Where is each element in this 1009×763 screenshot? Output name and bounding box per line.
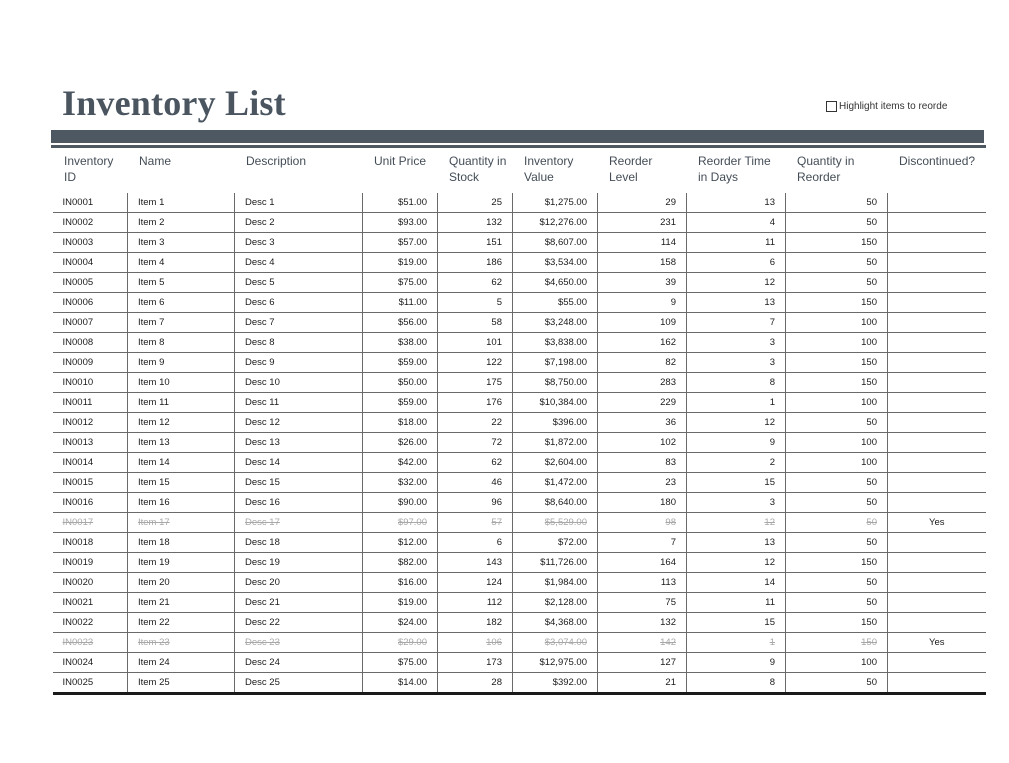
cell-reorder-level[interactable]: 9 (598, 293, 687, 313)
cell-reorder-level[interactable]: 29 (598, 193, 687, 213)
column-header-reorder-level[interactable]: Reorder Level (598, 147, 687, 194)
cell-reorder-time[interactable]: 3 (687, 333, 786, 353)
cell-reorder-time[interactable]: 12 (687, 553, 786, 573)
cell-quantity-in-stock[interactable]: 62 (438, 273, 513, 293)
table-row (53, 473, 986, 493)
cell-unit-price[interactable]: $32.00 (363, 473, 438, 493)
cell-inventory-value[interactable]: $72.00 (513, 533, 598, 553)
cell-quantity-in-stock[interactable]: 173 (438, 653, 513, 673)
cell-description[interactable]: Desc 9 (235, 353, 363, 373)
cell-inventory-value[interactable]: $8,607.00 (513, 233, 598, 253)
table-row (53, 213, 986, 233)
cell-discontinued[interactable] (888, 533, 986, 553)
cell-inventory-id[interactable]: IN0011 (53, 393, 128, 413)
cell-description[interactable]: Desc 3 (235, 233, 363, 253)
cell-quantity-in-reorder[interactable]: 100 (786, 653, 888, 673)
cell-quantity-in-stock[interactable]: 132 (438, 213, 513, 233)
cell-reorder-level[interactable]: 229 (598, 393, 687, 413)
cell-inventory-id[interactable]: IN0012 (53, 413, 128, 433)
cell-name[interactable]: Item 11 (128, 393, 235, 413)
cell-quantity-in-stock[interactable]: 5 (438, 293, 513, 313)
cell-name[interactable]: Item 16 (128, 493, 235, 513)
table-row (53, 493, 986, 513)
cell-description[interactable]: Desc 6 (235, 293, 363, 313)
table-header-row (53, 147, 986, 194)
cell-discontinued[interactable] (888, 573, 986, 593)
cell-reorder-level[interactable]: 132 (598, 613, 687, 633)
cell-discontinued[interactable] (888, 373, 986, 393)
cell-inventory-value[interactable]: $8,640.00 (513, 493, 598, 513)
cell-reorder-level[interactable]: 231 (598, 213, 687, 233)
table-row (53, 533, 986, 553)
column-header-inventory-value[interactable]: Inventory Value (513, 147, 598, 194)
cell-unit-price[interactable]: $56.00 (363, 313, 438, 333)
cell-unit-price[interactable]: $82.00 (363, 553, 438, 573)
cell-quantity-in-stock[interactable]: 151 (438, 233, 513, 253)
cell-reorder-time[interactable]: 1 (687, 633, 786, 653)
cell-inventory-value[interactable]: $8,750.00 (513, 373, 598, 393)
cell-reorder-time[interactable]: 15 (687, 473, 786, 493)
cell-discontinued[interactable] (888, 253, 986, 273)
cell-unit-price[interactable]: $51.00 (363, 193, 438, 213)
cell-inventory-id[interactable]: IN0020 (53, 573, 128, 593)
cell-reorder-level[interactable]: 36 (598, 413, 687, 433)
cell-quantity-in-stock[interactable]: 25 (438, 193, 513, 213)
cell-reorder-time[interactable]: 12 (687, 273, 786, 293)
cell-discontinued[interactable] (888, 233, 986, 253)
cell-unit-price[interactable]: $18.00 (363, 413, 438, 433)
cell-name[interactable]: Item 18 (128, 533, 235, 553)
cell-name[interactable]: Item 25 (128, 673, 235, 694)
cell-quantity-in-stock[interactable]: 58 (438, 313, 513, 333)
cell-inventory-value[interactable]: $2,128.00 (513, 593, 598, 613)
cell-quantity-in-stock[interactable]: 57 (438, 513, 513, 533)
cell-reorder-level[interactable]: 109 (598, 313, 687, 333)
cell-inventory-id[interactable]: IN0007 (53, 313, 128, 333)
cell-reorder-level[interactable]: 180 (598, 493, 687, 513)
cell-unit-price[interactable]: $59.00 (363, 393, 438, 413)
cell-quantity-in-reorder[interactable]: 50 (786, 213, 888, 233)
cell-inventory-value[interactable]: $10,384.00 (513, 393, 598, 413)
cell-reorder-time[interactable]: 7 (687, 313, 786, 333)
cell-reorder-time[interactable]: 9 (687, 433, 786, 453)
cell-unit-price[interactable]: $11.00 (363, 293, 438, 313)
cell-reorder-time[interactable]: 6 (687, 253, 786, 273)
cell-description[interactable]: Desc 1 (235, 193, 363, 213)
cell-inventory-value[interactable]: $396.00 (513, 413, 598, 433)
cell-discontinued[interactable] (888, 653, 986, 673)
cell-name[interactable]: Item 22 (128, 613, 235, 633)
column-header-name[interactable]: Name (128, 147, 235, 194)
cell-inventory-id[interactable]: IN0024 (53, 653, 128, 673)
column-header-quantity-in-reorder[interactable]: Quantity in Reorder (786, 147, 888, 194)
cell-description[interactable]: Desc 12 (235, 413, 363, 433)
cell-quantity-in-reorder[interactable]: 50 (786, 253, 888, 273)
cell-inventory-id[interactable]: IN0025 (53, 673, 128, 694)
header-bar (51, 130, 984, 143)
table-row (53, 633, 986, 653)
cell-quantity-in-reorder[interactable]: 150 (786, 373, 888, 393)
cell-quantity-in-reorder[interactable]: 150 (786, 233, 888, 253)
cell-reorder-time[interactable]: 12 (687, 413, 786, 433)
cell-reorder-level[interactable]: 283 (598, 373, 687, 393)
cell-unit-price[interactable]: $16.00 (363, 573, 438, 593)
cell-unit-price[interactable]: $38.00 (363, 333, 438, 353)
cell-discontinued[interactable] (888, 453, 986, 473)
cell-quantity-in-reorder[interactable]: 50 (786, 413, 888, 433)
cell-quantity-in-reorder[interactable]: 50 (786, 473, 888, 493)
cell-discontinued[interactable] (888, 593, 986, 613)
cell-description[interactable]: Desc 7 (235, 313, 363, 333)
cell-name[interactable]: Item 23 (128, 633, 235, 653)
cell-discontinued[interactable] (888, 333, 986, 353)
cell-reorder-level[interactable]: 23 (598, 473, 687, 493)
cell-unit-price[interactable]: $14.00 (363, 673, 438, 694)
cell-name[interactable]: Item 21 (128, 593, 235, 613)
cell-quantity-in-reorder[interactable]: 50 (786, 573, 888, 593)
cell-reorder-time[interactable]: 11 (687, 593, 786, 613)
cell-inventory-id[interactable]: IN0018 (53, 533, 128, 553)
table-row (53, 273, 986, 293)
column-header-description[interactable]: Description (235, 147, 363, 194)
cell-reorder-level[interactable]: 39 (598, 273, 687, 293)
cell-reorder-level[interactable]: 162 (598, 333, 687, 353)
cell-reorder-time[interactable]: 13 (687, 193, 786, 213)
cell-quantity-in-reorder[interactable]: 50 (786, 673, 888, 694)
column-header-discontinued[interactable]: Discontinued? (888, 147, 986, 194)
cell-description[interactable]: Desc 15 (235, 473, 363, 493)
cell-reorder-level[interactable]: 158 (598, 253, 687, 273)
cell-reorder-time[interactable]: 3 (687, 353, 786, 373)
cell-quantity-in-reorder[interactable]: 150 (786, 633, 888, 653)
cell-description[interactable]: Desc 21 (235, 593, 363, 613)
table-row (53, 393, 986, 413)
cell-quantity-in-reorder[interactable]: 100 (786, 453, 888, 473)
cell-name[interactable]: Item 3 (128, 233, 235, 253)
column-header-unit-price[interactable]: Unit Price (363, 147, 438, 194)
table-row (53, 253, 986, 273)
table-row (53, 293, 986, 313)
cell-quantity-in-reorder[interactable]: 50 (786, 593, 888, 613)
cell-quantity-in-stock[interactable]: 122 (438, 353, 513, 373)
cell-inventory-id[interactable]: IN0021 (53, 593, 128, 613)
table-row (53, 613, 986, 633)
table-row (53, 593, 986, 613)
cell-quantity-in-stock[interactable]: 62 (438, 453, 513, 473)
cell-quantity-in-reorder[interactable]: 100 (786, 313, 888, 333)
cell-reorder-time[interactable]: 1 (687, 393, 786, 413)
cell-description[interactable]: Desc 11 (235, 393, 363, 413)
cell-discontinued[interactable] (888, 473, 986, 493)
cell-unit-price[interactable]: $19.00 (363, 593, 438, 613)
cell-quantity-in-stock[interactable]: 124 (438, 573, 513, 593)
cell-reorder-level[interactable]: 98 (598, 513, 687, 533)
cell-quantity-in-reorder[interactable]: 150 (786, 293, 888, 313)
cell-reorder-time[interactable]: 2 (687, 453, 786, 473)
cell-unit-price[interactable]: $50.00 (363, 373, 438, 393)
cell-description[interactable]: Desc 25 (235, 673, 363, 694)
cell-reorder-level[interactable]: 82 (598, 353, 687, 373)
cell-name[interactable]: Item 2 (128, 213, 235, 233)
cell-inventory-id[interactable]: IN0023 (53, 633, 128, 653)
page-title: Inventory List (62, 83, 286, 123)
cell-discontinued[interactable] (888, 673, 986, 694)
cell-unit-price[interactable]: $93.00 (363, 213, 438, 233)
cell-name[interactable]: Item 10 (128, 373, 235, 393)
cell-inventory-id[interactable]: IN0016 (53, 493, 128, 513)
cell-quantity-in-stock[interactable]: 28 (438, 673, 513, 694)
column-header-quantity-in-stock[interactable]: Quantity in Stock (438, 147, 513, 194)
cell-inventory-value[interactable]: $55.00 (513, 293, 598, 313)
cell-inventory-value[interactable]: $392.00 (513, 673, 598, 694)
cell-description[interactable]: Desc 4 (235, 253, 363, 273)
table-row (53, 453, 986, 473)
highlight-reorder-toggle[interactable] (826, 101, 956, 112)
cell-reorder-time[interactable]: 9 (687, 653, 786, 673)
cell-inventory-value[interactable]: $4,368.00 (513, 613, 598, 633)
table-row (53, 333, 986, 353)
table-row (53, 313, 986, 333)
cell-description[interactable]: Desc 17 (235, 513, 363, 533)
cell-inventory-id[interactable]: IN0022 (53, 613, 128, 633)
cell-name[interactable]: Item 15 (128, 473, 235, 493)
table-row (53, 513, 986, 533)
cell-description[interactable]: Desc 18 (235, 533, 363, 553)
cell-quantity-in-reorder[interactable]: 150 (786, 553, 888, 573)
cell-discontinued[interactable] (888, 613, 986, 633)
cell-discontinued[interactable] (888, 433, 986, 453)
cell-reorder-level[interactable]: 7 (598, 533, 687, 553)
cell-quantity-in-stock[interactable]: 186 (438, 253, 513, 273)
cell-inventory-id[interactable]: IN0017 (53, 513, 128, 533)
cell-reorder-level[interactable]: 114 (598, 233, 687, 253)
cell-inventory-id[interactable]: IN0005 (53, 273, 128, 293)
cell-reorder-time[interactable]: 4 (687, 213, 786, 233)
cell-quantity-in-reorder[interactable]: 100 (786, 393, 888, 413)
cell-discontinued[interactable] (888, 273, 986, 293)
cell-quantity-in-reorder[interactable]: 50 (786, 533, 888, 553)
cell-inventory-value[interactable]: $1,872.00 (513, 433, 598, 453)
cell-name[interactable]: Item 20 (128, 573, 235, 593)
table-row (53, 373, 986, 393)
cell-description[interactable]: Desc 16 (235, 493, 363, 513)
cell-unit-price[interactable]: $59.00 (363, 353, 438, 373)
cell-reorder-time[interactable]: 11 (687, 233, 786, 253)
cell-inventory-value[interactable]: $3,534.00 (513, 253, 598, 273)
cell-inventory-id[interactable]: IN0006 (53, 293, 128, 313)
cell-discontinued[interactable] (888, 413, 986, 433)
cell-description[interactable]: Desc 8 (235, 333, 363, 353)
table-row (53, 573, 986, 593)
cell-unit-price[interactable]: $42.00 (363, 453, 438, 473)
cell-reorder-time[interactable]: 3 (687, 493, 786, 513)
cell-inventory-value[interactable]: $3,838.00 (513, 333, 598, 353)
cell-name[interactable]: Item 5 (128, 273, 235, 293)
cell-name[interactable]: Item 14 (128, 453, 235, 473)
cell-inventory-value[interactable]: $3,248.00 (513, 313, 598, 333)
cell-discontinued[interactable] (888, 313, 986, 333)
cell-discontinued[interactable] (888, 353, 986, 373)
cell-quantity-in-reorder[interactable]: 50 (786, 513, 888, 533)
cell-discontinued[interactable] (888, 393, 986, 413)
cell-name[interactable]: Item 24 (128, 653, 235, 673)
cell-quantity-in-reorder[interactable]: 150 (786, 353, 888, 373)
cell-unit-price[interactable]: $26.00 (363, 433, 438, 453)
cell-reorder-time[interactable]: 8 (687, 373, 786, 393)
cell-reorder-time[interactable]: 15 (687, 613, 786, 633)
cell-quantity-in-stock[interactable]: 106 (438, 633, 513, 653)
cell-description[interactable]: Desc 13 (235, 433, 363, 453)
cell-unit-price[interactable]: $24.00 (363, 613, 438, 633)
cell-name[interactable]: Item 4 (128, 253, 235, 273)
cell-inventory-value[interactable]: $12,975.00 (513, 653, 598, 673)
cell-discontinued[interactable] (888, 213, 986, 233)
cell-unit-price[interactable]: $19.00 (363, 253, 438, 273)
cell-inventory-value[interactable]: $2,604.00 (513, 453, 598, 473)
highlight-label: Highlight items to reorde (839, 101, 948, 112)
cell-inventory-id[interactable]: IN0009 (53, 353, 128, 373)
cell-quantity-in-stock[interactable]: 176 (438, 393, 513, 413)
cell-name[interactable]: Item 9 (128, 353, 235, 373)
cell-inventory-id[interactable]: IN0019 (53, 553, 128, 573)
cell-discontinued[interactable] (888, 493, 986, 513)
cell-quantity-in-reorder[interactable]: 50 (786, 273, 888, 293)
column-header-inventory-id[interactable]: Inventory ID (53, 147, 128, 194)
cell-quantity-in-stock[interactable]: 175 (438, 373, 513, 393)
cell-quantity-in-reorder[interactable]: 100 (786, 333, 888, 353)
cell-inventory-id[interactable]: IN0013 (53, 433, 128, 453)
cell-quantity-in-reorder[interactable]: 100 (786, 433, 888, 453)
cell-quantity-in-stock[interactable]: 6 (438, 533, 513, 553)
cell-quantity-in-reorder[interactable]: 50 (786, 193, 888, 213)
cell-discontinued[interactable]: Yes (888, 513, 986, 533)
cell-description[interactable]: Desc 10 (235, 373, 363, 393)
cell-quantity-in-stock[interactable]: 46 (438, 473, 513, 493)
cell-unit-price[interactable]: $57.00 (363, 233, 438, 253)
cell-discontinued[interactable] (888, 193, 986, 213)
cell-quantity-in-reorder[interactable]: 150 (786, 613, 888, 633)
cell-inventory-id[interactable]: IN0010 (53, 373, 128, 393)
cell-discontinued[interactable] (888, 553, 986, 573)
cell-discontinued[interactable] (888, 293, 986, 313)
cell-reorder-level[interactable]: 83 (598, 453, 687, 473)
cell-inventory-id[interactable]: IN0014 (53, 453, 128, 473)
cell-inventory-value[interactable]: $5,529.00 (513, 513, 598, 533)
cell-reorder-level[interactable]: 127 (598, 653, 687, 673)
cell-reorder-time[interactable]: 12 (687, 513, 786, 533)
cell-description[interactable]: Desc 19 (235, 553, 363, 573)
cell-inventory-id[interactable]: IN0001 (53, 193, 128, 213)
cell-name[interactable]: Item 1 (128, 193, 235, 213)
cell-inventory-value[interactable]: $3,074.00 (513, 633, 598, 653)
cell-reorder-time[interactable]: 13 (687, 293, 786, 313)
cell-inventory-value[interactable]: $12,276.00 (513, 213, 598, 233)
cell-unit-price[interactable]: $12.00 (363, 533, 438, 553)
cell-name[interactable]: Item 17 (128, 513, 235, 533)
cell-reorder-time[interactable]: 13 (687, 533, 786, 553)
cell-quantity-in-stock[interactable]: 72 (438, 433, 513, 453)
cell-inventory-id[interactable]: IN0004 (53, 253, 128, 273)
highlight-checkbox[interactable] (826, 101, 837, 112)
cell-unit-price[interactable]: $90.00 (363, 493, 438, 513)
table-row (53, 653, 986, 673)
cell-description[interactable]: Desc 22 (235, 613, 363, 633)
cell-reorder-level[interactable]: 113 (598, 573, 687, 593)
cell-reorder-level[interactable]: 21 (598, 673, 687, 694)
cell-quantity-in-reorder[interactable]: 50 (786, 493, 888, 513)
table-row (53, 353, 986, 373)
cell-name[interactable]: Item 12 (128, 413, 235, 433)
table-row (53, 193, 986, 213)
cell-inventory-value[interactable]: $1,984.00 (513, 573, 598, 593)
cell-description[interactable]: Desc 24 (235, 653, 363, 673)
cell-inventory-id[interactable]: IN0002 (53, 213, 128, 233)
cell-quantity-in-stock[interactable]: 182 (438, 613, 513, 633)
cell-inventory-value[interactable]: $7,198.00 (513, 353, 598, 373)
cell-inventory-id[interactable]: IN0003 (53, 233, 128, 253)
table-row (53, 553, 986, 573)
cell-name[interactable]: Item 6 (128, 293, 235, 313)
cell-name[interactable]: Item 8 (128, 333, 235, 353)
cell-description[interactable]: Desc 14 (235, 453, 363, 473)
cell-quantity-in-stock[interactable]: 143 (438, 553, 513, 573)
table-row (53, 413, 986, 433)
cell-name[interactable]: Item 13 (128, 433, 235, 453)
cell-inventory-value[interactable]: $11,726.00 (513, 553, 598, 573)
cell-inventory-id[interactable]: IN0015 (53, 473, 128, 493)
cell-unit-price[interactable]: $29.00 (363, 633, 438, 653)
inventory-table (51, 145, 986, 695)
cell-inventory-value[interactable]: $4,650.00 (513, 273, 598, 293)
cell-unit-price[interactable]: $75.00 (363, 273, 438, 293)
cell-reorder-time[interactable]: 8 (687, 673, 786, 694)
cell-inventory-value[interactable]: $1,472.00 (513, 473, 598, 493)
cell-unit-price[interactable]: $75.00 (363, 653, 438, 673)
cell-name[interactable]: Item 7 (128, 313, 235, 333)
cell-quantity-in-stock[interactable]: 96 (438, 493, 513, 513)
cell-unit-price[interactable]: $97.00 (363, 513, 438, 533)
table-row (53, 673, 986, 694)
cell-inventory-id[interactable]: IN0008 (53, 333, 128, 353)
cell-inventory-value[interactable]: $1,275.00 (513, 193, 598, 213)
cell-description[interactable]: Desc 20 (235, 573, 363, 593)
cell-quantity-in-stock[interactable]: 112 (438, 593, 513, 613)
cell-reorder-level[interactable]: 164 (598, 553, 687, 573)
cell-reorder-level[interactable]: 142 (598, 633, 687, 653)
cell-reorder-level[interactable]: 102 (598, 433, 687, 453)
cell-reorder-time[interactable]: 14 (687, 573, 786, 593)
cell-description[interactable]: Desc 23 (235, 633, 363, 653)
table-row (53, 433, 986, 453)
column-header-reorder-time[interactable]: Reorder Time in Days (687, 147, 786, 194)
cell-description[interactable]: Desc 5 (235, 273, 363, 293)
table-row (53, 233, 986, 253)
cell-quantity-in-stock[interactable]: 22 (438, 413, 513, 433)
cell-description[interactable]: Desc 2 (235, 213, 363, 233)
cell-name[interactable]: Item 19 (128, 553, 235, 573)
cell-reorder-level[interactable]: 75 (598, 593, 687, 613)
cell-quantity-in-stock[interactable]: 101 (438, 333, 513, 353)
cell-discontinued[interactable]: Yes (888, 633, 986, 653)
